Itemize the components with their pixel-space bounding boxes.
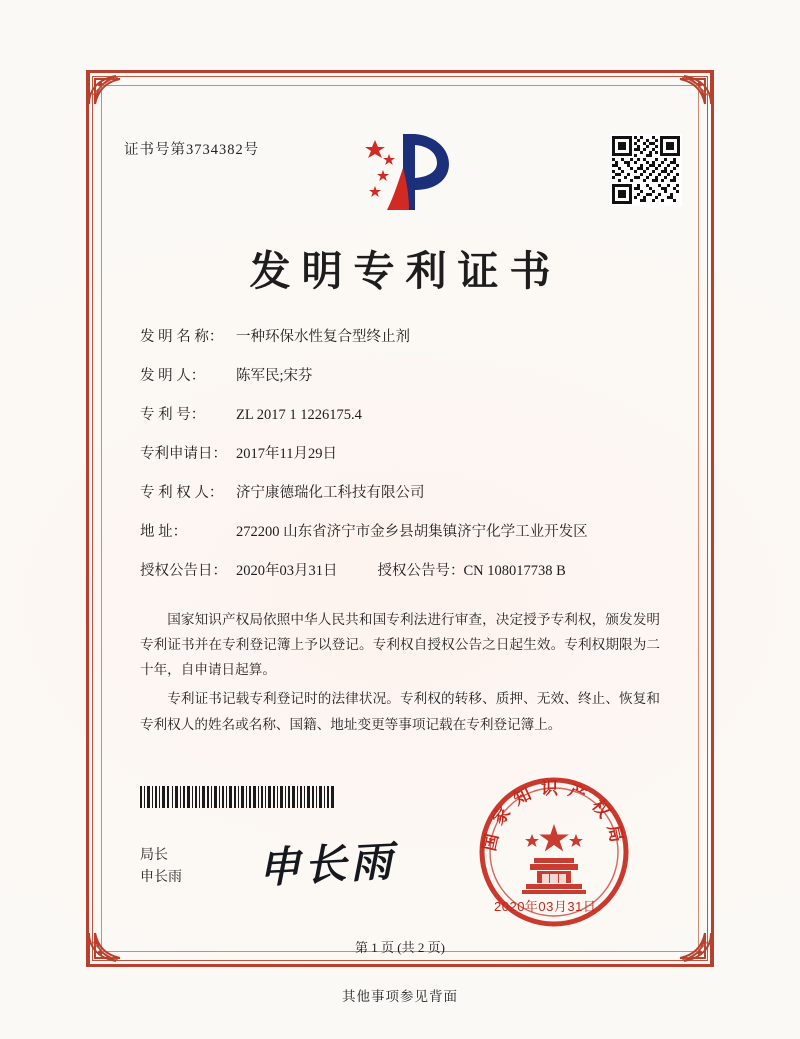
- field-value: 济宁康德瑞化工科技有限公司: [236, 485, 425, 501]
- field-value: 陈军民;宋芬: [236, 368, 313, 384]
- field-invention-title: [140, 325, 660, 346]
- field-label: 专利申请日：: [140, 446, 227, 462]
- field-label-grant-publication-number: 授权公告号：: [377, 563, 465, 579]
- field-inventors: [140, 364, 660, 385]
- field-value: 2017年11月29日: [236, 446, 337, 462]
- field-label: 地 址：: [140, 524, 188, 540]
- field-value-grant-publication-number: CN 108017738 B: [463, 563, 566, 579]
- field-value: 一种环保水性复合型终止剂: [236, 329, 410, 345]
- seal-date: 2020年03月31日: [494, 899, 597, 914]
- field-label: 发 明 人：: [140, 368, 206, 384]
- field-value: ZL 2017 1 1226175.4: [236, 407, 362, 423]
- page-title: 发明专利证书: [249, 248, 562, 294]
- field-patentee: [140, 481, 660, 502]
- field-patent-number: [140, 403, 660, 424]
- qr-code-icon: [610, 134, 682, 206]
- page-indicator: 第 1 页 (共 2 页): [355, 940, 445, 955]
- field-label: 发 明 名 称：: [140, 329, 224, 345]
- field-label: 专 利 权 人：: [140, 485, 224, 501]
- field-address: [140, 520, 660, 541]
- back-side-note: 其他事项参见背面: [342, 989, 458, 1004]
- field-label: 专 利 号：: [140, 407, 206, 423]
- certificate-number: 证书号第3734382号: [124, 142, 260, 158]
- field-list: [140, 325, 660, 598]
- field-application-date: [140, 442, 660, 463]
- director-role-label: 局长: [140, 848, 168, 863]
- field-value-grant-date: 2020年03月31日: [236, 563, 338, 579]
- director-name-label: 申长雨: [140, 869, 182, 885]
- legal-text: [140, 607, 660, 741]
- paragraph-2: 专利证书记载专利登记时的法律状况。专利权的转移、质押、无效、终止、恢复和专利权人的姓名或名称、国籍、地址变更等事项记载在专利登记簿上。: [140, 691, 660, 732]
- cnipa-logo-icon: [357, 128, 453, 214]
- field-grant-row: [140, 559, 660, 580]
- paragraph-1: 国家知识产权局依照中华人民共和国专利法进行审查，决定授予专利权，颁发发明专利证书并在专利登记簿上予以登记。专利权自授权公告之日起生效。专利权期限为二十年，自申请日起算。: [140, 612, 660, 678]
- svg-text:国家知识产权局: 国家知识产权局: [479, 779, 629, 853]
- signature-labels: [140, 845, 182, 888]
- director-signature: 申长雨: [257, 839, 398, 893]
- barcode: [140, 786, 334, 808]
- field-value: 272200 山东省济宁市金乡县胡集镇济宁化学工业开发区: [236, 524, 588, 540]
- field-label-grant-date: 授权公告日：: [140, 563, 227, 579]
